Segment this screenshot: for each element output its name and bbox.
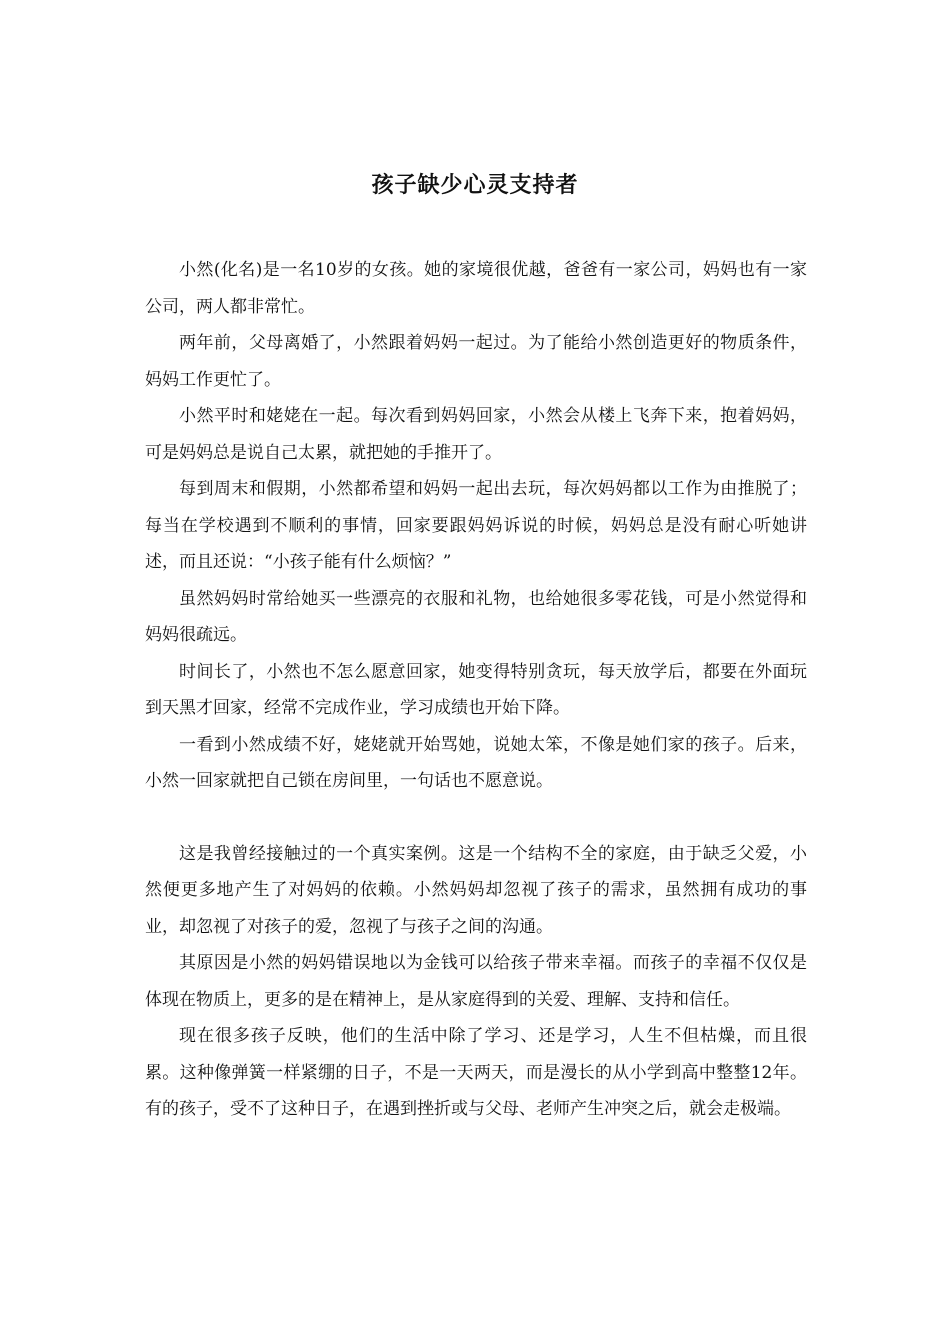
paragraph: 这是我曾经接触过的一个真实案例。这是一个结构不全的家庭，由于缺乏父爱，小然便更多地产生了对妈妈的依赖。小然妈妈却忽视了孩子的需求，虽然拥有成功的事业，却忽视了对孩子的爱，忽视了与孩子之间的沟通。 — [145, 843, 807, 937]
page-title: 孩子缺少心灵支持者 — [371, 173, 579, 198]
section-spacer — [145, 800, 807, 836]
paragraph: 小然平时和姥姥在一起。每次看到妈妈回家，小然会从楼上飞奔下来，抱着妈妈，可是妈妈总是说自己太累，就把她的手推开了。 — [145, 406, 807, 463]
paragraph: 虽然妈妈时常给她买一些漂亮的衣服和礼物，也给她很多零花钱，可是小然觉得和妈妈很疏远。 — [145, 588, 807, 645]
paragraph: 时间长了，小然也不怎么愿意回家，她变得特别贪玩，每天放学后，都要在外面玩到天黑才回家，经常不完成作业，学习成绩也开始下降。 — [145, 661, 807, 718]
paragraph: 每到周末和假期，小然都希望和妈妈一起出去玩，每次妈妈都以工作为由推脱了；每当在学校遇到不顺利的事情，回家要跟妈妈诉说的时候，妈妈总是没有耐心听她讲述，而且还说：“小孩子能有什么烦恼？” — [145, 479, 807, 572]
paragraph: 两年前，父母离婚了，小然跟着妈妈一起过。为了能给小然创造更好的物质条件，妈妈工作更忙了。 — [145, 333, 807, 390]
paragraph: 其原因是小然的妈妈错误地以为金钱可以给孩子带来幸福。而孩子的幸福不仅仅是体现在物质上，更多的是在精神上，是从家庭得到的关爱、理解、支持和信任。 — [145, 953, 807, 1010]
article-body — [145, 252, 807, 1128]
paragraph: 现在很多孩子反映，他们的生活中除了学习、还是学习，人生不但枯燥，而且很累。这种像弹簧一样紧绷的日子，不是一天两天，而是漫长的从小学到高中整整12年。有的孩子，受不了这种日子，在遇到挫折或与父母、老师产生冲突之后，就会走极端。 — [145, 1026, 807, 1119]
paragraph: 一看到小然成绩不好，姥姥就开始骂她，说她太笨，不像是她们家的孩子。后来，小然一回家就把自己锁在房间里，一句话也不愿意说。 — [145, 734, 807, 791]
paragraph: 小然(化名)是一名10岁的女孩。她的家境很优越，爸爸有一家公司，妈妈也有一家公司，两人都非常忙。 — [145, 260, 807, 317]
